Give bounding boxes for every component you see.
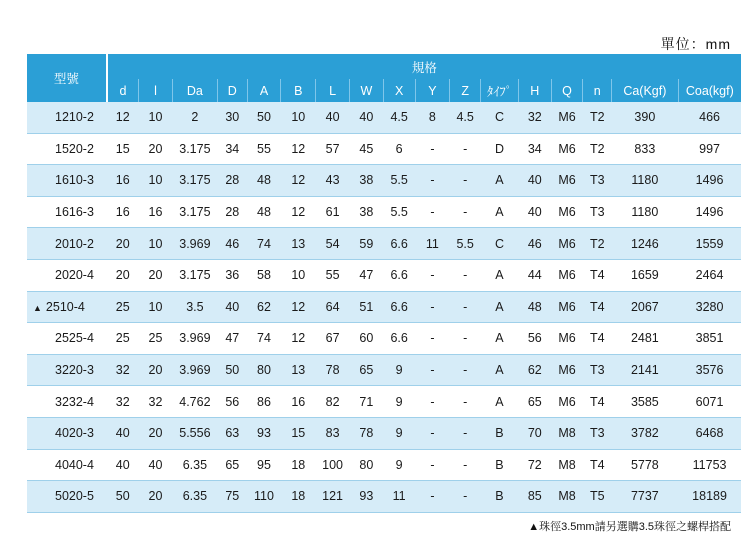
spec-cell: -	[450, 291, 481, 323]
spec-cell: M8	[551, 449, 583, 481]
spec-cell: M6	[551, 354, 583, 386]
spec-cell: 16	[107, 196, 139, 228]
spec-cell: 3782	[612, 417, 679, 449]
spec-cell: 6468	[678, 417, 741, 449]
spec-cell: 50	[247, 102, 281, 133]
spec-cell: 70	[518, 417, 551, 449]
spec-cell: 6.6	[383, 291, 415, 323]
spec-cell: 38	[349, 196, 383, 228]
column-header: Coa(kgf)	[678, 79, 741, 102]
spec-cell: 6.6	[383, 228, 415, 260]
model-cell	[27, 417, 107, 449]
spec-cell: 47	[217, 323, 247, 355]
spec-cell: 18	[281, 449, 316, 481]
model-number: 5020-5	[55, 489, 94, 504]
spec-cell: A	[481, 165, 519, 197]
table-row	[27, 354, 741, 386]
spec-cell: -	[450, 354, 481, 386]
spec-cell: 6.35	[172, 449, 217, 481]
spec-cell: 67	[316, 323, 350, 355]
spec-cell: 3.5	[172, 291, 217, 323]
spec-cell: 3.969	[172, 354, 217, 386]
spec-cell: 121	[316, 481, 350, 513]
spec-cell: 833	[612, 133, 679, 165]
table-row	[27, 323, 741, 355]
spec-cell: 25	[107, 291, 139, 323]
spec-cell: 74	[247, 228, 281, 260]
column-header: X	[383, 79, 415, 102]
spec-cell: 100	[316, 449, 350, 481]
spec-cell: -	[415, 481, 450, 513]
model-number: 4020-3	[55, 426, 94, 441]
spec-cell: 4.5	[450, 102, 481, 133]
table-row	[27, 481, 741, 513]
column-header: ﾀｲﾌﾟ	[481, 79, 519, 102]
spec-cell: 82	[316, 386, 350, 418]
model-cell	[27, 196, 107, 228]
column-header: D	[217, 79, 247, 102]
spec-cell: C	[481, 228, 519, 260]
spec-cell: 10	[281, 102, 316, 133]
spec-cell: 56	[217, 386, 247, 418]
spec-cell: 75	[217, 481, 247, 513]
model-cell	[27, 481, 107, 513]
spec-cell: T3	[583, 354, 612, 386]
spec-cell: 48	[518, 291, 551, 323]
spec-cell: M6	[551, 102, 583, 133]
spec-cell: 50	[217, 354, 247, 386]
spec-cell: 1496	[678, 196, 741, 228]
spec-cell: 55	[316, 259, 350, 291]
spec-cell: -	[415, 449, 450, 481]
model-cell	[27, 291, 107, 323]
spec-cell: 59	[349, 228, 383, 260]
spec-cell: T4	[583, 323, 612, 355]
spec-cell: 54	[316, 228, 350, 260]
table-row	[27, 196, 741, 228]
spec-cell: 20	[139, 133, 173, 165]
column-header: Q	[551, 79, 583, 102]
table-row	[27, 133, 741, 165]
spec-cell: 83	[316, 417, 350, 449]
spec-cell: 65	[518, 386, 551, 418]
spec-cell: 3280	[678, 291, 741, 323]
spec-cell: 25	[139, 323, 173, 355]
spec-cell: T3	[583, 417, 612, 449]
spec-cell: 78	[316, 354, 350, 386]
spec-cell: A	[481, 291, 519, 323]
spec-cell: 95	[247, 449, 281, 481]
spec-cell: 15	[281, 417, 316, 449]
spec-cell: 3585	[612, 386, 679, 418]
spec-cell: M6	[551, 323, 583, 355]
model-cell	[27, 323, 107, 355]
spec-cell: -	[450, 449, 481, 481]
column-header: n	[583, 79, 612, 102]
spec-cell: 1246	[612, 228, 679, 260]
table-row	[27, 417, 741, 449]
spec-cell: 5.5	[450, 228, 481, 260]
triangle-marker-icon: ▲	[33, 302, 42, 313]
spec-cell: 61	[316, 196, 350, 228]
spec-cell: 74	[247, 323, 281, 355]
spec-cell: 25	[107, 323, 139, 355]
spec-cell: -	[450, 323, 481, 355]
spec-cell: B	[481, 417, 519, 449]
spec-cell: 85	[518, 481, 551, 513]
model-number: 1610-3	[55, 173, 94, 188]
unit-label: 單位：mm	[660, 36, 731, 52]
spec-cell: 34	[518, 133, 551, 165]
spec-cell: 20	[139, 481, 173, 513]
spec-cell: 46	[217, 228, 247, 260]
table-body	[27, 102, 741, 512]
spec-cell: 55	[247, 133, 281, 165]
table-row	[27, 102, 741, 133]
spec-cell: T5	[583, 481, 612, 513]
model-number: 1210-2	[55, 110, 94, 125]
table-row	[27, 228, 741, 260]
model-number: 1520-2	[55, 141, 94, 156]
spec-cell: M8	[551, 481, 583, 513]
column-header: Y	[415, 79, 450, 102]
spec-cell: 60	[349, 323, 383, 355]
spec-cell: 40	[139, 449, 173, 481]
column-header: A	[247, 79, 281, 102]
spec-cell: 44	[518, 259, 551, 291]
column-header: L	[316, 79, 350, 102]
model-number: 2020-4	[55, 268, 94, 283]
spec-cell: -	[415, 196, 450, 228]
spec-cell: 6.6	[383, 323, 415, 355]
spec-cell: A	[481, 323, 519, 355]
spec-cell: 2464	[678, 259, 741, 291]
spec-cell: A	[481, 259, 519, 291]
spec-cell: 3851	[678, 323, 741, 355]
model-number: 2010-2	[55, 236, 94, 251]
column-header: l	[139, 79, 173, 102]
spec-cell: T4	[583, 259, 612, 291]
spec-cell: 12	[281, 196, 316, 228]
spec-cell: 20	[139, 417, 173, 449]
spec-cell: 72	[518, 449, 551, 481]
spec-cell: A	[481, 196, 519, 228]
spec-cell: -	[415, 354, 450, 386]
spec-cell: -	[415, 133, 450, 165]
spec-cell: 11753	[678, 449, 741, 481]
spec-cell: -	[450, 259, 481, 291]
model-number: 2525-4	[55, 331, 94, 346]
spec-cell: 1496	[678, 165, 741, 197]
spec-cell: 1180	[612, 196, 679, 228]
spec-cell: -	[415, 323, 450, 355]
spec-cell: 80	[247, 354, 281, 386]
spec-cell: 86	[247, 386, 281, 418]
spec-cell: 390	[612, 102, 679, 133]
spec-cell: T4	[583, 386, 612, 418]
spec-cell: 15	[107, 133, 139, 165]
spec-cell: 28	[217, 165, 247, 197]
spec-cell: M6	[551, 386, 583, 418]
spec-cell: C	[481, 102, 519, 133]
spec-cell: M6	[551, 133, 583, 165]
spec-cell: 4.762	[172, 386, 217, 418]
spec-cell: A	[481, 354, 519, 386]
spec-cell: T2	[583, 102, 612, 133]
spec-cell: B	[481, 449, 519, 481]
spec-cell: 32	[139, 386, 173, 418]
spec-cell: 18	[281, 481, 316, 513]
spec-cell: T2	[583, 133, 612, 165]
spec-cell: 10	[139, 291, 173, 323]
spec-cell: 40	[316, 102, 350, 133]
spec-cell: 20	[107, 228, 139, 260]
spec-cell: M6	[551, 228, 583, 260]
spec-cell: 13	[281, 354, 316, 386]
spec-cell: 40	[107, 417, 139, 449]
spec-cell: 12	[281, 323, 316, 355]
model-cell	[27, 228, 107, 260]
table-row	[27, 291, 741, 323]
spec-cell: 56	[518, 323, 551, 355]
model-number: 1616-3	[55, 205, 94, 220]
spec-group-header: 規格	[107, 54, 741, 79]
spec-cell: 63	[217, 417, 247, 449]
spec-cell: 6071	[678, 386, 741, 418]
model-number: 3220-3	[55, 363, 94, 378]
spec-cell: 48	[247, 196, 281, 228]
spec-cell: 5778	[612, 449, 679, 481]
spec-cell: -	[415, 386, 450, 418]
spec-cell: M6	[551, 196, 583, 228]
table-row	[27, 165, 741, 197]
spec-cell: 11	[383, 481, 415, 513]
spec-cell: 1180	[612, 165, 679, 197]
spec-cell: 10	[139, 228, 173, 260]
spec-cell: 28	[217, 196, 247, 228]
spec-cell: 20	[107, 259, 139, 291]
column-header: H	[518, 79, 551, 102]
footnote: ▲珠徑3.5mm請另選購3.5珠徑之螺桿搭配	[528, 521, 731, 533]
spec-cell: -	[415, 417, 450, 449]
spec-cell: 78	[349, 417, 383, 449]
spec-cell: 6.6	[383, 259, 415, 291]
spec-cell: 20	[139, 259, 173, 291]
spec-cell: 9	[383, 354, 415, 386]
spec-cell: T4	[583, 291, 612, 323]
spec-cell: 50	[107, 481, 139, 513]
model-cell	[27, 133, 107, 165]
spec-cell: T4	[583, 449, 612, 481]
spec-cell: 51	[349, 291, 383, 323]
spec-cell: 6.35	[172, 481, 217, 513]
spec-cell: 12	[281, 133, 316, 165]
spec-cell: 12	[107, 102, 139, 133]
column-header-row	[27, 79, 741, 102]
spec-cell: 45	[349, 133, 383, 165]
spec-cell: -	[450, 165, 481, 197]
spec-cell: M8	[551, 417, 583, 449]
spec-cell: 20	[139, 354, 173, 386]
spec-cell: 32	[107, 354, 139, 386]
spec-cell: 2	[172, 102, 217, 133]
spec-cell: -	[450, 196, 481, 228]
spec-cell: 57	[316, 133, 350, 165]
spec-cell: 1659	[612, 259, 679, 291]
table-row	[27, 259, 741, 291]
spec-cell: 47	[349, 259, 383, 291]
spec-cell: 71	[349, 386, 383, 418]
spec-cell: 18189	[678, 481, 741, 513]
spec-cell: 11	[415, 228, 450, 260]
table-row	[27, 449, 741, 481]
spec-cell: 12	[281, 165, 316, 197]
spec-cell: 40	[518, 196, 551, 228]
column-header: d	[107, 79, 139, 102]
spec-cell: 62	[247, 291, 281, 323]
spec-cell: 4.5	[383, 102, 415, 133]
spec-cell: 10	[139, 165, 173, 197]
spec-cell: 3.175	[172, 165, 217, 197]
spec-cell: 13	[281, 228, 316, 260]
spec-cell: 6	[383, 133, 415, 165]
spec-cell: 9	[383, 417, 415, 449]
spec-cell: 40	[217, 291, 247, 323]
spec-cell: 3.969	[172, 323, 217, 355]
column-header: Da	[172, 79, 217, 102]
spec-cell: 5.556	[172, 417, 217, 449]
spec-cell: T3	[583, 196, 612, 228]
spec-cell: 2067	[612, 291, 679, 323]
spec-cell: 9	[383, 386, 415, 418]
spec-cell: M6	[551, 259, 583, 291]
spec-cell: M6	[551, 291, 583, 323]
model-column-header: 型號	[27, 54, 107, 102]
model-cell	[27, 449, 107, 481]
spec-cell: -	[450, 133, 481, 165]
spec-cell: 3576	[678, 354, 741, 386]
spec-cell: 40	[518, 165, 551, 197]
spec-cell: 43	[316, 165, 350, 197]
spec-cell: 2481	[612, 323, 679, 355]
spec-cell: 64	[316, 291, 350, 323]
spec-cell: 110	[247, 481, 281, 513]
model-cell	[27, 102, 107, 133]
spec-cell: 466	[678, 102, 741, 133]
spec-cell: 5.5	[383, 196, 415, 228]
column-header: B	[281, 79, 316, 102]
spec-cell: T3	[583, 165, 612, 197]
spec-cell: 34	[217, 133, 247, 165]
spec-cell: 58	[247, 259, 281, 291]
spec-cell: -	[450, 481, 481, 513]
model-cell	[27, 386, 107, 418]
spec-cell: M6	[551, 165, 583, 197]
table-row	[27, 386, 741, 418]
spec-cell: 10	[281, 259, 316, 291]
spec-cell: 16	[139, 196, 173, 228]
spec-cell: 80	[349, 449, 383, 481]
spec-cell: 48	[247, 165, 281, 197]
spec-cell: 3.175	[172, 196, 217, 228]
spec-cell: 30	[217, 102, 247, 133]
spec-cell: 36	[217, 259, 247, 291]
spec-table	[27, 54, 741, 513]
column-header: Ca(Kgf)	[612, 79, 679, 102]
spec-cell: 93	[247, 417, 281, 449]
spec-cell: 32	[107, 386, 139, 418]
spec-cell: -	[450, 386, 481, 418]
spec-cell: 65	[349, 354, 383, 386]
spec-cell: 3.175	[172, 259, 217, 291]
spec-cell: 997	[678, 133, 741, 165]
spec-cell: 46	[518, 228, 551, 260]
spec-cell: 9	[383, 449, 415, 481]
spec-cell: 1559	[678, 228, 741, 260]
spec-cell: 2141	[612, 354, 679, 386]
spec-cell: 3.969	[172, 228, 217, 260]
spec-cell: 32	[518, 102, 551, 133]
spec-cell: 40	[107, 449, 139, 481]
spec-cell: A	[481, 386, 519, 418]
spec-cell: D	[481, 133, 519, 165]
spec-cell: 16	[281, 386, 316, 418]
column-header: Z	[450, 79, 481, 102]
spec-cell: 93	[349, 481, 383, 513]
spec-cell: 3.175	[172, 133, 217, 165]
model-number: 3232-4	[55, 394, 94, 409]
spec-cell: 40	[349, 102, 383, 133]
column-header: W	[349, 79, 383, 102]
spec-cell: 16	[107, 165, 139, 197]
spec-cell: 62	[518, 354, 551, 386]
spec-cell: 12	[281, 291, 316, 323]
spec-cell: 10	[139, 102, 173, 133]
spec-cell: 8	[415, 102, 450, 133]
model-number: 4040-4	[55, 457, 94, 472]
spec-cell: -	[450, 417, 481, 449]
spec-cell: T2	[583, 228, 612, 260]
spec-cell: -	[415, 259, 450, 291]
model-number: 2510-4	[45, 299, 85, 314]
model-cell	[27, 259, 107, 291]
spec-cell: B	[481, 481, 519, 513]
spec-cell: 65	[217, 449, 247, 481]
spec-cell: 38	[349, 165, 383, 197]
spec-cell: -	[415, 291, 450, 323]
spec-cell: -	[415, 165, 450, 197]
model-cell	[27, 354, 107, 386]
spec-cell: 5.5	[383, 165, 415, 197]
spec-cell: 7737	[612, 481, 679, 513]
model-cell	[27, 165, 107, 197]
